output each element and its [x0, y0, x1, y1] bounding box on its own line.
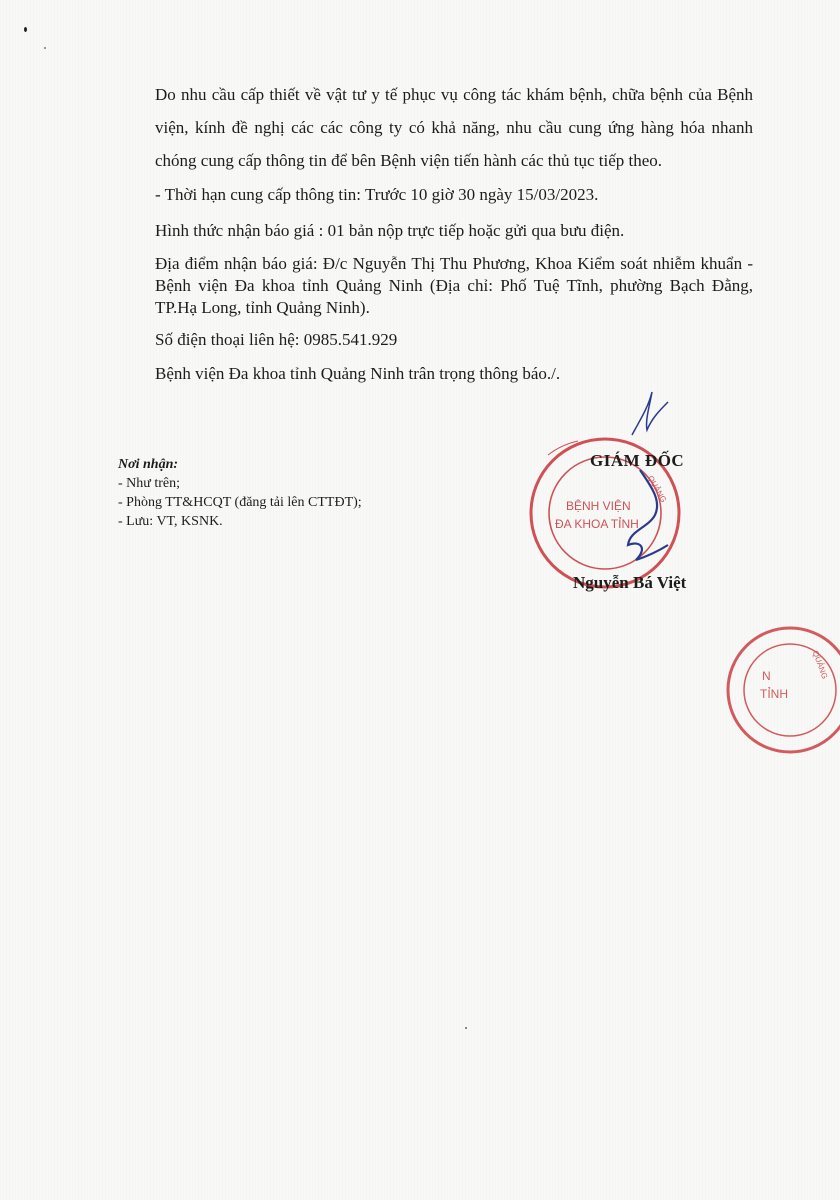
phone-line: Số điện thoại liên hệ: 0985.541.929	[155, 330, 398, 349]
initial-signature	[632, 392, 668, 435]
location-paragraph: Địa điểm nhận báo giá: Đ/c Nguyễn Thị Thu Phương, Khoa Kiểm soát nhiễm khuẩn - Bệnh viện Đa khoa tỉnh Quảng Ninh (Địa chỉ: Phố Tuệ Tĩnh, phường Bạch Đằng, TP.Hạ Long, tỉnh Quảng Ninh).	[155, 254, 753, 317]
recipient-item: - Lưu: VT, KSNK.	[118, 514, 223, 529]
closing-line: Bệnh viện Đa khoa tỉnh Quảng Ninh trân trọng thông báo./.	[155, 364, 561, 383]
stamp-ring-text: QUẢNG	[645, 474, 669, 505]
partial-stamp	[728, 628, 840, 752]
partial-stamp-line-2: TỈNH	[760, 687, 788, 701]
method-line: Hình thức nhận báo giá : 01 bản nộp trực tiếp hoặc gửi qua bưu điện.	[155, 221, 625, 240]
stamp-line-1: BỆNH VIỆN	[566, 499, 631, 513]
deadline-line: - Thời hạn cung cấp thông tin: Trước 10 giờ 30 ngày 15/03/2023.	[155, 185, 599, 204]
director-signature	[628, 470, 668, 560]
body-paragraph-request-text: Do nhu cầu cấp thiết về vật tư y tế phục vụ công tác khám bệnh, chữa bệnh của Bệnh viện, kính đề nghị các các công ty có khả năng, nhu cầu cung ứng hàng hóa nhanh chóng cung cấp thông tin để bên Bệnh viện tiến hành các thủ tục tiếp theo.	[155, 85, 753, 170]
partial-stamp-line-1: N	[762, 669, 771, 683]
partial-stamp-ring: QUẢNG	[810, 649, 830, 681]
recipient-item: - Như trên;	[118, 476, 181, 491]
recipient-item: - Phòng TT&HCQT (đăng tải lên CTTĐT);	[118, 495, 362, 510]
signer-name: Nguyễn Bá Việt	[573, 573, 687, 592]
stamp-line-2: ĐA KHOA TỈNH	[555, 517, 639, 531]
recipients-heading: Nơi nhận:	[118, 457, 179, 472]
signature-title: GIÁM ĐỐC	[590, 451, 685, 470]
